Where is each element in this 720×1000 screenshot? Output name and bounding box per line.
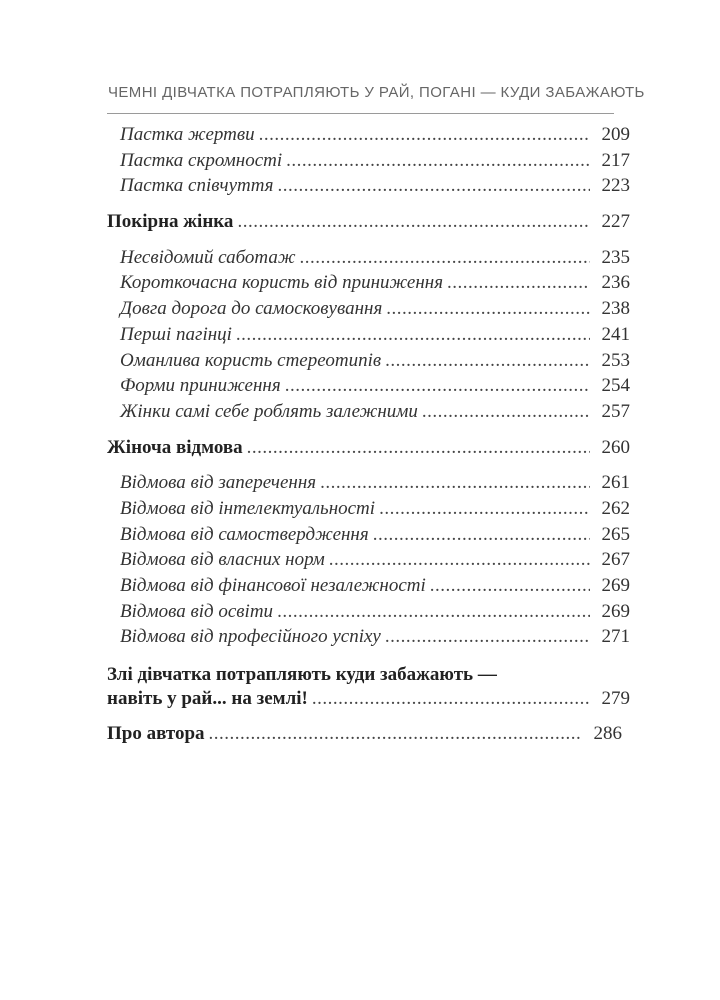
- toc-entry[interactable]: [107, 324, 630, 350]
- toc-page-number: 236: [601, 272, 630, 294]
- toc-entry-title: Оманлива користь стереотипів: [120, 349, 382, 371]
- toc-entry-title: Відмова від освіти: [120, 600, 274, 622]
- toc-chapter[interactable]: [107, 723, 622, 749]
- toc-entry[interactable]: [107, 549, 630, 575]
- toc-entry[interactable]: [107, 575, 630, 601]
- toc-page-number: 269: [601, 575, 630, 596]
- toc-page-number: 267: [601, 549, 630, 571]
- leader-dots: [430, 575, 590, 597]
- toc-page-number: 254: [601, 375, 630, 397]
- toc-chapter-multiline[interactable]: [107, 662, 630, 713]
- toc-page-number: 257: [601, 400, 630, 422]
- toc-entry[interactable]: [107, 124, 630, 150]
- leader-dots: [286, 150, 590, 172]
- toc-entry[interactable]: [107, 175, 630, 201]
- leader-dots: [447, 272, 590, 294]
- toc-chapter-title-line1: Злі дівчатка потрапляють куди забажають —: [107, 664, 497, 686]
- toc-page-number: 261: [601, 472, 630, 494]
- toc-entry[interactable]: [107, 601, 630, 627]
- leader-dots: [237, 211, 590, 233]
- toc-entry-title: Несвідомий саботаж: [120, 246, 296, 268]
- toc-chapter-title: Жіноча відмова: [107, 436, 243, 458]
- leader-dots: [277, 601, 590, 623]
- toc-entry-title: Відмова від заперечення: [120, 472, 317, 494]
- toc-entry[interactable]: [107, 350, 630, 376]
- toc-entry[interactable]: [107, 150, 630, 176]
- toc-page-number: 209: [601, 124, 630, 145]
- toc-entry-title: Форми приниження: [120, 375, 281, 397]
- leader-dots: [386, 298, 590, 320]
- toc-entry[interactable]: [107, 626, 630, 652]
- toc-page-number: 271: [601, 626, 630, 648]
- toc-page-number: 265: [601, 523, 630, 545]
- toc-entry-title: Довга дорога до самосковування: [120, 298, 383, 320]
- toc-page-number: 269: [601, 600, 630, 622]
- toc-page-number: 227: [601, 211, 630, 233]
- toc-page-number: 286: [593, 723, 622, 745]
- leader-dots: [373, 524, 590, 546]
- toc-page-number: 217: [601, 149, 630, 171]
- toc-entry[interactable]: [107, 524, 630, 550]
- toc-chapter-line2: [107, 688, 630, 714]
- leader-dots: [300, 247, 591, 269]
- toc-page-number: 241: [601, 323, 630, 345]
- leader-dots: [278, 175, 590, 197]
- toc-entry-title: Відмова від професійного успіху: [120, 626, 381, 648]
- toc-page-number: 279: [601, 687, 630, 709]
- toc-entry[interactable]: [107, 298, 630, 324]
- toc-page-number: 253: [601, 349, 630, 371]
- toc-page-number: 260: [601, 436, 630, 458]
- toc-chapter-title-line2: навіть у рай... на землі!: [107, 687, 308, 709]
- toc-entry-title: Відмова від інтелектуальності: [120, 497, 376, 519]
- toc-entry[interactable]: [107, 272, 630, 298]
- leader-dots: [209, 723, 582, 745]
- toc-chapter-title: Про автора: [107, 723, 205, 745]
- toc-entry-title: Відмова від фінансової незалежності: [120, 575, 426, 596]
- leader-dots: [385, 350, 590, 372]
- toc-entry-title: Пастка співчуття: [120, 175, 274, 197]
- toc-page-number: 223: [601, 175, 630, 197]
- toc-page-number: 238: [601, 298, 630, 320]
- running-head: ЧЕМНІ ДІВЧАТКА ПОТРАПЛЯЮТЬ У РАЙ, ПОГАНІ — КУДИ ЗАБАЖАЮТЬ: [108, 84, 645, 101]
- toc-entry-title: Пастка скромності: [120, 149, 283, 171]
- toc-entry-title: Жінки самі себе роблять залежними: [120, 400, 418, 422]
- toc-entry-title: Відмова від самоствердження: [120, 523, 369, 545]
- leader-dots: [422, 401, 590, 423]
- toc-entry-title: Короткочасна користь від приниження: [120, 272, 444, 294]
- toc-chapter[interactable]: [107, 211, 630, 237]
- toc-page-number: 235: [601, 246, 630, 268]
- toc-entry[interactable]: [107, 472, 630, 498]
- leader-dots: [312, 688, 590, 710]
- toc-page-number: 262: [601, 497, 630, 519]
- leader-dots: [247, 437, 590, 459]
- leader-dots: [385, 626, 590, 648]
- toc-entry[interactable]: [107, 247, 630, 273]
- table-of-contents: [107, 124, 630, 749]
- toc-entry-title: Відмова від власних норм: [120, 549, 325, 571]
- header-rule: [107, 113, 614, 114]
- leader-dots: [259, 124, 590, 146]
- toc-entry[interactable]: [107, 498, 630, 524]
- toc-entry-title: Перші пагінці: [120, 323, 232, 345]
- toc-entry[interactable]: [107, 375, 630, 401]
- leader-dots: [285, 375, 590, 397]
- toc-entry-title: Пастка жертви: [120, 124, 255, 145]
- leader-dots: [236, 324, 590, 346]
- toc-chapter-title: Покірна жінка: [107, 211, 234, 233]
- leader-dots: [320, 472, 590, 494]
- toc-entry[interactable]: [107, 401, 630, 427]
- leader-dots: [379, 498, 590, 520]
- leader-dots: [329, 549, 590, 571]
- toc-chapter[interactable]: [107, 437, 630, 463]
